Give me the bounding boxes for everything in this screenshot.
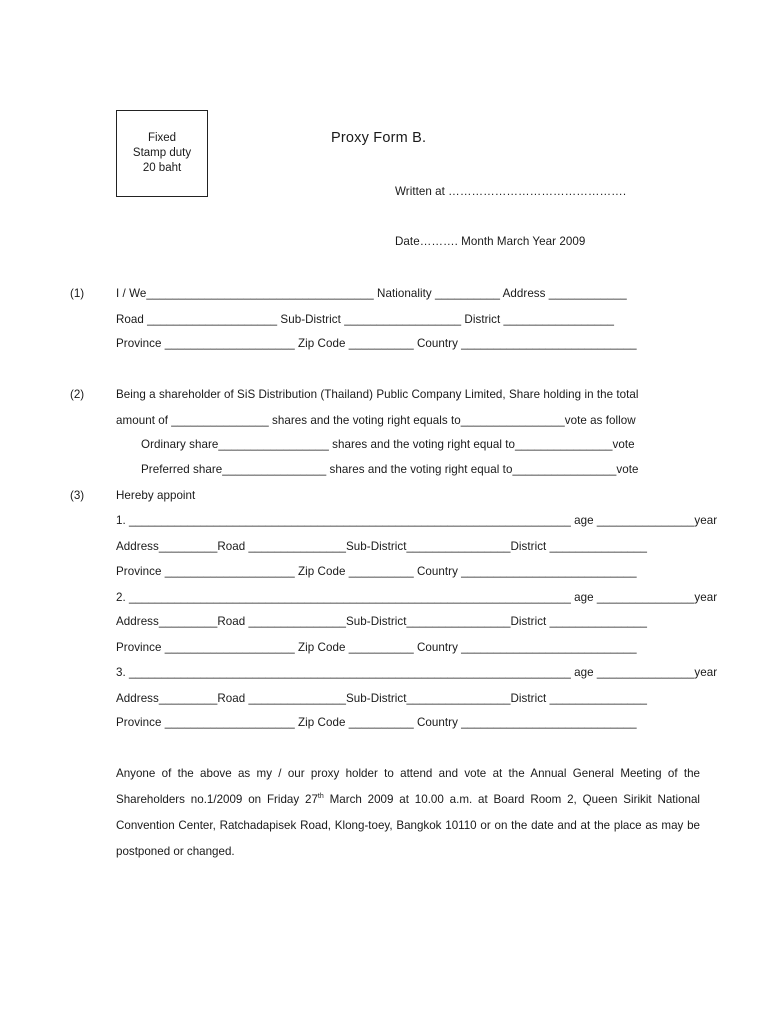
proxy-3-province-line: Province ____________________ Zip Code __________ Country ___________________________ <box>116 716 637 729</box>
proxy-1-address-line: Address_________Road _______________Sub-District________________District _______________ <box>116 540 648 553</box>
proxy-3-name-line: 3. ____________________________________________________________________ age _______________year <box>116 666 718 679</box>
section-2-number: (2) <box>70 388 85 401</box>
closing-text-part-2: March 2009 at 10.00 a.m. at Board Room 2, Queen Sirikit National Convention Center, Ratchadapisek Road, Klong-toey, Bangkok 10110 or on the date and at the place as may be postponed or changed. <box>116 793 700 858</box>
section-1-name-line: I / We___________________________________ Nationality __________ Address ____________ <box>116 287 627 300</box>
proxy-1-name-line: 1. ____________________________________________________________________ age _______________year <box>116 514 718 527</box>
section-1-road-line: Road ____________________ Sub-District __________________ District _________________ <box>116 313 614 326</box>
proxy-2-address-line: Address_________Road _______________Sub-District________________District _______________ <box>116 615 648 628</box>
section-2-shareholder-line: Being a shareholder of SiS Distribution (Thailand) Public Company Limited, Share holding in the total <box>116 388 639 401</box>
proxy-2-name-line: 2. ____________________________________________________________________ age _______________year <box>116 591 718 604</box>
date-ordinal-superscript: th <box>317 793 324 800</box>
section-2-preferred-share-line: Preferred share________________ shares and the voting right equal to________________vote <box>141 463 639 476</box>
form-title: Proxy Form B. <box>331 130 427 146</box>
stamp-duty-box <box>116 110 208 197</box>
date-line: Date………. Month March Year 2009 <box>395 235 586 248</box>
proxy-3-address-line: Address_________Road _______________Sub-District________________District _______________ <box>116 692 648 705</box>
closing-paragraph <box>116 761 700 865</box>
proxy-2-province-line: Province ____________________ Zip Code __________ Country ___________________________ <box>116 641 637 654</box>
stamp-line-1: Fixed <box>147 132 177 144</box>
stamp-line-3: 20 baht <box>142 162 182 174</box>
section-2-ordinary-share-line: Ordinary share_________________ shares and the voting right equal to_______________vote <box>141 438 635 451</box>
section-1-province-line: Province ____________________ Zip Code __________ Country ___________________________ <box>116 337 637 350</box>
stamp-line-2: Stamp duty <box>132 147 192 159</box>
closing-text-part-1: Anyone of the above as my / our proxy holder to attend and vote at the Annual General Meeting of the Shareholders no.1/2009 on Friday 27 <box>116 767 700 806</box>
section-3-heading: Hereby appoint <box>116 489 196 502</box>
written-at-line: Written at ………………………………………. <box>395 185 627 198</box>
section-1-number: (1) <box>70 287 85 300</box>
section-2-amount-line: amount of _______________ shares and the voting right equals to________________vote as follow <box>116 414 636 427</box>
section-3-number: (3) <box>70 489 85 502</box>
proxy-1-province-line: Province ____________________ Zip Code __________ Country ___________________________ <box>116 565 637 578</box>
